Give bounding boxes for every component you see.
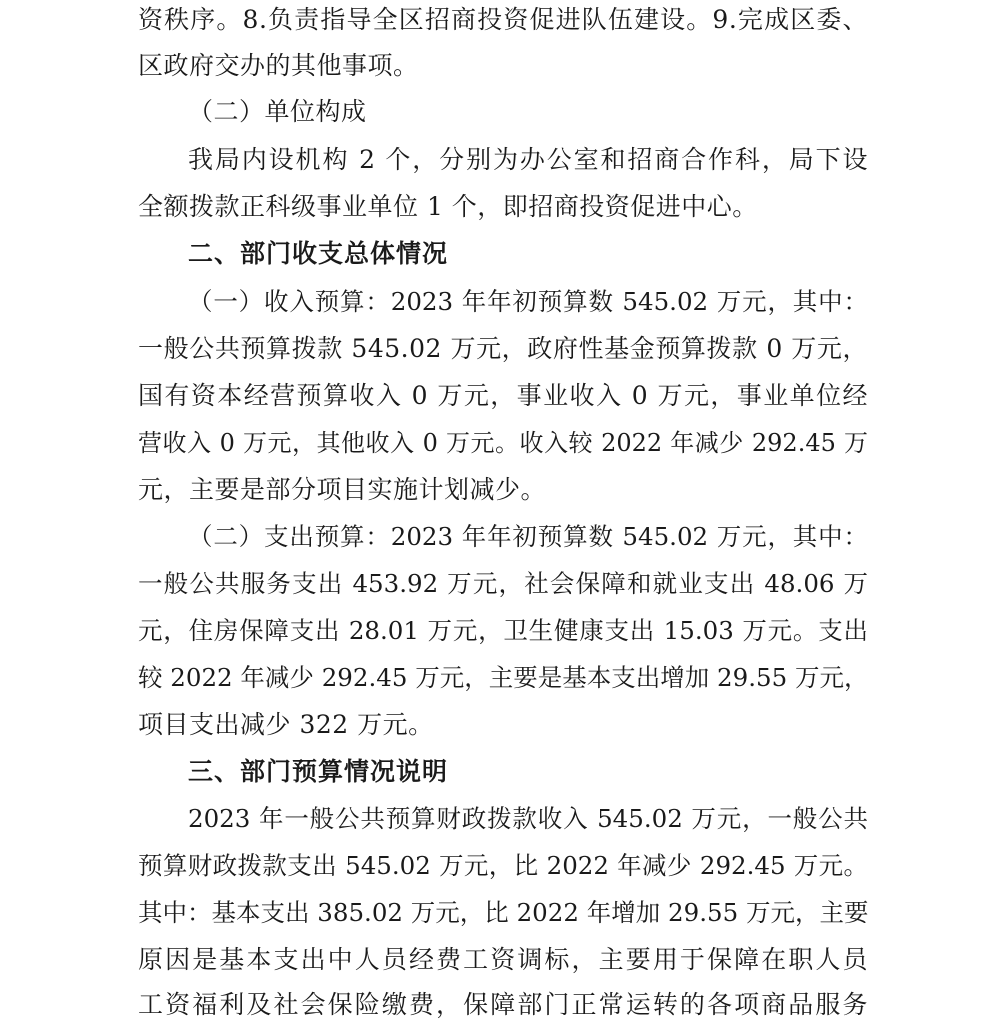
body-text-line: 预算财政拨款支出 545.02 万元，比 2022 年减少 292.45 万元。 <box>138 851 868 880</box>
body-text-line: 区政府交办的其他事项。 <box>138 51 419 80</box>
body-text-line: 工资福利及社会保险缴费，保障部门正常运转的各项商品服务 <box>138 990 868 1019</box>
section-heading: 三、部门预算情况说明 <box>188 757 449 786</box>
body-text-line: 元，住房保障支出 28.01 万元，卫生健康支出 15.03 万元。支出 <box>138 616 868 645</box>
body-text-line: 2023 年一般公共预算财政拨款收入 545.02 万元，一般公共 <box>188 804 868 833</box>
body-text-line: 元，主要是部分项目实施计划减少。 <box>138 475 547 504</box>
body-text-line: （一）收入预算：2023 年年初预算数 545.02 万元，其中： <box>188 287 868 316</box>
section-heading: 二、部门收支总体情况 <box>188 239 449 268</box>
body-text-line: 较 2022 年减少 292.45 万元，主要是基本支出增加 29.55 万元， <box>138 663 869 692</box>
body-text-line: （二）支出预算：2023 年年初预算数 545.02 万元，其中： <box>188 522 868 551</box>
body-text-line: 其中：基本支出 385.02 万元，比 2022 年增加 29.55 万元，主要 <box>138 898 869 927</box>
body-text-line: 国有资本经营预算收入 0 万元，事业收入 0 万元，事业单位经 <box>138 381 868 410</box>
body-text-line: 一般公共预算拨款 545.02 万元，政府性基金预算拨款 0 万元， <box>138 334 868 363</box>
body-text-line: 营收入 0 万元，其他收入 0 万元。收入较 2022 年减少 292.45 万 <box>138 429 868 457</box>
body-text-line: 全额拨款正科级事业单位 1 个，即招商投资促进中心。 <box>138 192 758 221</box>
body-text-line: 我局内设机构 2 个，分别为办公室和招商合作科，局下设 <box>188 145 868 174</box>
body-text-line: 资秩序。8.负责指导全区招商投资促进队伍建设。9.完成区委、 <box>138 5 868 34</box>
body-text-line: 项目支出减少 322 万元。 <box>138 710 434 739</box>
subsection-heading: （二）单位构成 <box>188 97 367 126</box>
body-text-line: 一般公共服务支出 453.92 万元，社会保障和就业支出 48.06 万 <box>138 569 868 598</box>
body-text-line: 原因是基本支出中人员经费工资调标，主要用于保障在职人员 <box>138 945 868 974</box>
